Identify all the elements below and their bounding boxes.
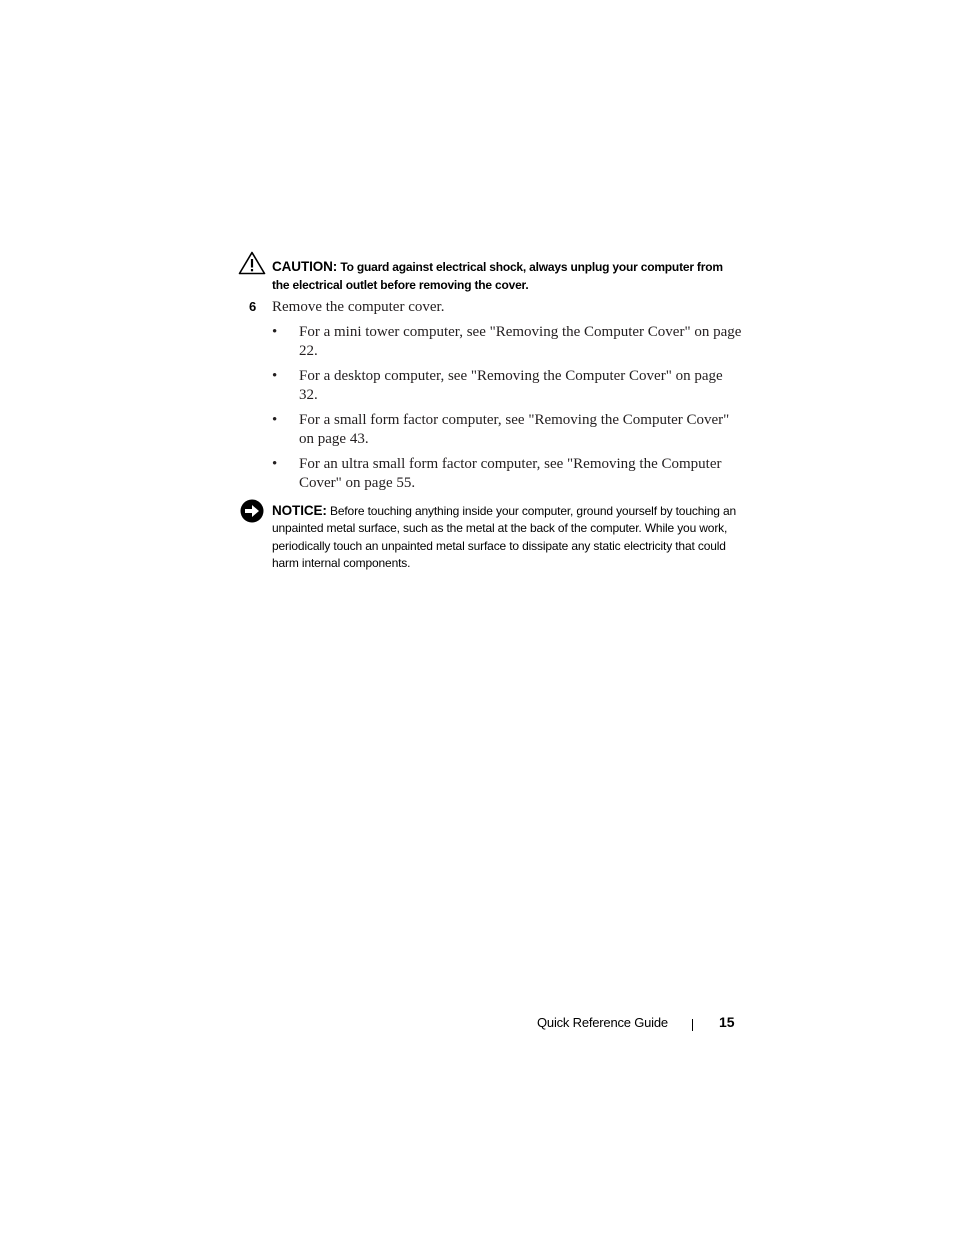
list-item	[272, 323, 742, 361]
caution-body: To guard against electrical shock, always unplug your computer from the electrical outlet before removing the cover.	[272, 260, 723, 292]
list-item-text: For a desktop computer, see "Removing the Computer Cover" on page 32.	[299, 368, 723, 403]
step-number: 6	[249, 299, 257, 314]
step-text: Remove the computer cover.	[272, 299, 445, 315]
list-item	[272, 455, 742, 493]
notice-arrow-icon	[240, 499, 264, 523]
bullet-marker: •	[272, 368, 278, 384]
bullet-list	[272, 323, 742, 499]
bullet-marker: •	[272, 456, 278, 472]
warning-triangle-icon	[238, 251, 266, 275]
list-item-text: For an ultra small form factor computer, see "Removing the Computer Cover" on page 55.	[299, 456, 722, 491]
bullet-marker: •	[272, 412, 278, 428]
list-item-text: For a small form factor computer, see "Removing the Computer Cover" on page 43.	[299, 412, 730, 447]
footer-divider	[692, 1019, 693, 1031]
notice-body: Before touching anything inside your computer, ground yourself by touching an unpainted metal surface, such as the metal at the back of the computer. While you work, periodically touch an unpainted metal surface to dissipate any static electricity that could harm internal components.	[272, 504, 737, 570]
list-item	[272, 411, 742, 449]
caution-paragraph	[272, 258, 742, 294]
notice-paragraph	[272, 502, 747, 572]
footer-guide-title: Quick Reference Guide	[537, 1015, 668, 1030]
list-item	[272, 367, 742, 405]
list-item-text: For a mini tower computer, see "Removing the Computer Cover" on page 22.	[299, 324, 742, 359]
page-number: 15	[719, 1014, 735, 1030]
bullet-marker: •	[272, 324, 278, 340]
caution-label: CAUTION:	[272, 259, 338, 274]
notice-label: NOTICE:	[272, 503, 327, 518]
